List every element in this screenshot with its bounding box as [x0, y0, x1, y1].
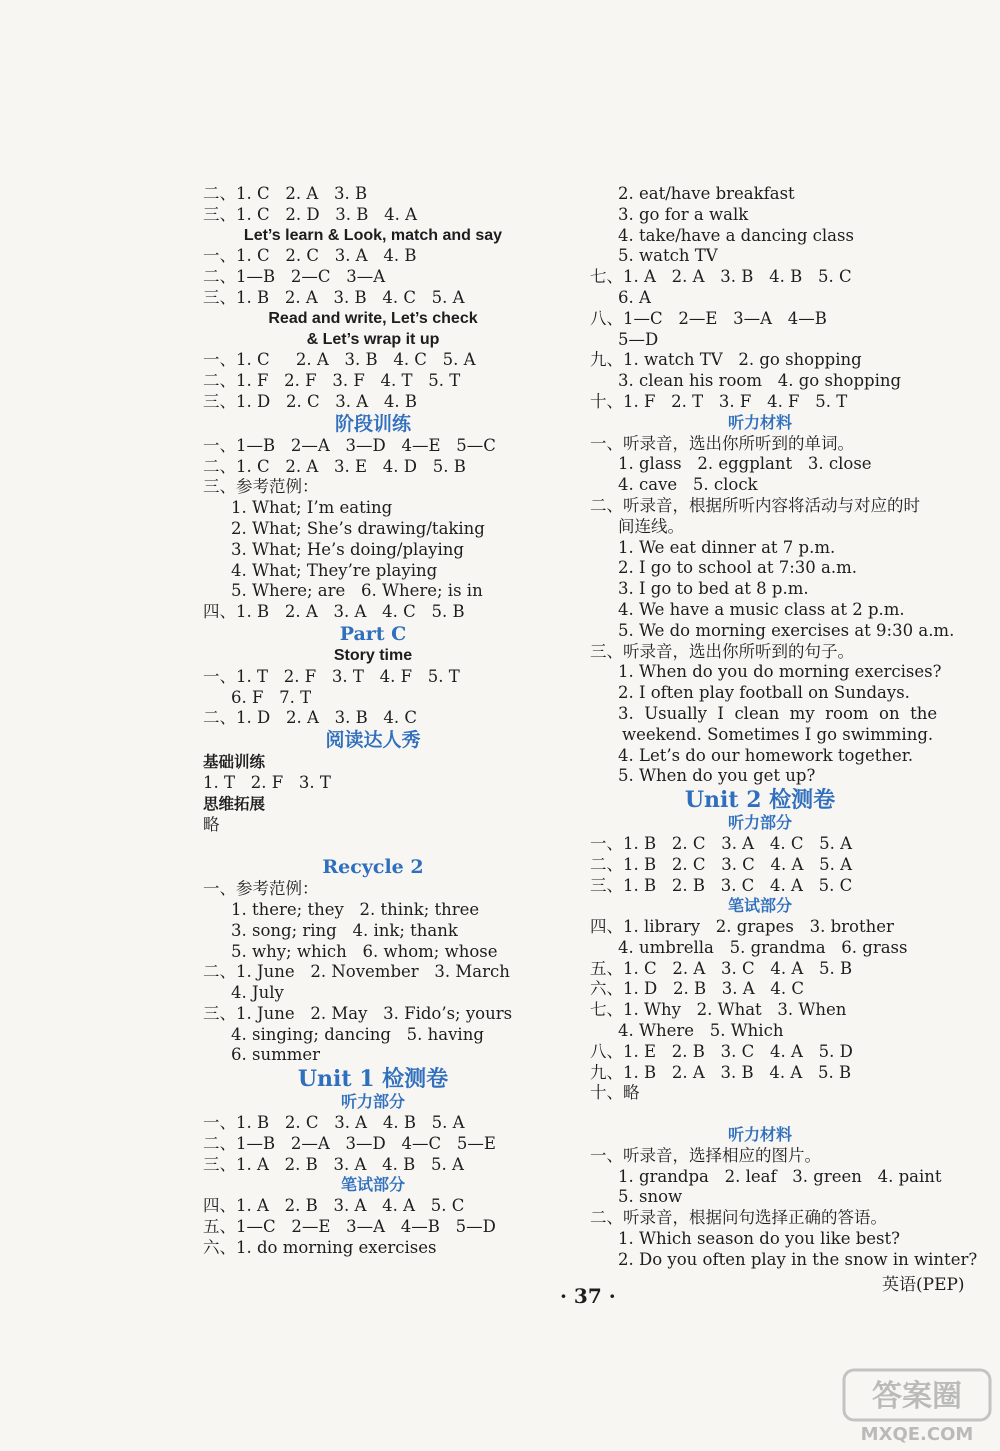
answer-line: 七、1. Why 2. What 3. When — [590, 1000, 847, 1020]
answer-line — [203, 835, 583, 856]
answer-line: 三、1. C 2. D 3. B 4. A — [203, 204, 418, 224]
part-heading: 听力部分 — [340, 1092, 405, 1112]
answer-line: 九、1. watch TV 2. go shopping — [590, 350, 862, 370]
answer-line: 5. When do you get up? — [618, 766, 816, 786]
answer-line: 4. umbrella 5. grandma 6. grass — [618, 937, 908, 957]
answer-line: 五、1. C 2. A 3. C 4. A 5. B — [590, 958, 853, 978]
section-heading: 阅读达人秀 — [325, 729, 421, 752]
answer-line: 1. T 2. F 3. T — [203, 772, 331, 792]
part-heading: 笔试部分 — [727, 896, 792, 916]
answer-line: 二、1. C 2. A 3. B — [203, 184, 368, 203]
answer-line: 二、1—B 2—C 3—A — [203, 267, 386, 287]
watermark-logo — [842, 1368, 992, 1446]
subject-label: 英语(PEP) — [882, 1275, 965, 1295]
part-heading: 笔试部分 — [340, 1175, 405, 1195]
answer-line: 3. song; ring 4. ink; thank — [231, 920, 458, 940]
answer-line: 1. Which season do you like best? — [618, 1229, 901, 1249]
answer-line: 6. F 7. T — [231, 687, 312, 707]
answer-line: 一、1. T 2. F 3. T 4. F 5. T — [203, 666, 460, 686]
answer-line: 一、1. C 2. C 3. A 4. B — [203, 246, 417, 266]
answer-line: weekend. Sometimes I go swimming. — [622, 724, 934, 744]
answer-line: 二、1. F 2. F 3. F 4. T 5. T — [203, 371, 461, 391]
watermark-text: 答案圈 — [872, 1379, 962, 1414]
answer-line: 1. glass 2. eggplant 3. close — [618, 454, 872, 474]
answer-line: 一、1. C 2. A 3. B 4. C 5. A — [203, 350, 476, 370]
answer-line: 5. Where; are 6. Where; is in — [231, 581, 483, 601]
section-subheading: & Let’s wrap it up — [306, 330, 440, 348]
answer-line: 2. I often play football on Sundays. — [618, 683, 910, 703]
answer-line: 二、听录音，根据所听内容将活动与对应的时 — [590, 495, 920, 515]
answer-line: 1. We eat dinner at 7 p.m. — [618, 537, 836, 557]
answer-line: 5. why; which 6. whom; whose — [231, 941, 498, 961]
answer-line: 八、1. E 2. B 3. C 4. A 5. D — [590, 1041, 853, 1061]
answer-line: 二、1—B 2—A 3—D 4—C 5—E — [203, 1133, 496, 1153]
answer-line: 十、略 — [590, 1083, 640, 1103]
page-number: · 37 · — [560, 1284, 616, 1308]
unit-heading: Unit 1 检测卷 — [297, 1066, 449, 1093]
answer-line: 3. I go to bed at 8 p.m. — [618, 579, 809, 599]
section-heading: Part C — [339, 622, 407, 645]
answer-line: 六、1. D 2. B 3. A 4. C — [590, 979, 805, 999]
answer-line: 2. What; She’s drawing/taking — [231, 518, 485, 538]
unit-heading: Unit 2 检测卷 — [684, 787, 836, 814]
answer-line: 3. go for a walk — [618, 204, 749, 224]
answer-line: 四、1. A 2. B 3. A 4. A 5. C — [203, 1196, 465, 1216]
part-heading: 听力材料 — [727, 1125, 792, 1145]
section-heading: Recycle 2 — [322, 856, 424, 879]
answer-line: 一、听录音，选出你所听到的单词。 — [590, 433, 854, 453]
answer-line: 三、1. B 2. B 3. C 4. A 5. C — [590, 875, 853, 895]
answer-line: 5. snow — [618, 1187, 683, 1207]
answer-line: 4. take/have a dancing class — [618, 225, 854, 245]
answer-line: 4. Let’s do our homework together. — [618, 745, 914, 765]
answer-line: 3. clean his room 4. go shopping — [618, 371, 902, 391]
answer-line: 2. I go to school at 7:30 a.m. — [618, 558, 858, 578]
answer-line: 一、1. B 2. C 3. A 4. C 5. A — [590, 833, 853, 853]
right-column — [590, 184, 978, 1271]
answer-line: 间连线。 — [618, 516, 684, 536]
answer-line: 十、1. F 2. T 3. F 4. F 5. T — [590, 391, 848, 411]
answer-line: 3. Usually I clean my room on the — [618, 703, 938, 723]
answer-line: 3. What; He’s doing/playing — [231, 539, 464, 559]
answer-line: 六、1. do morning exercises — [203, 1237, 437, 1257]
left-column — [203, 184, 583, 1259]
answer-line: 二、听录音，根据问句选择正确的答语。 — [590, 1208, 887, 1228]
answer-line: 4. July — [231, 983, 284, 1003]
answer-line: 4. We have a music class at 2 p.m. — [618, 599, 905, 619]
answer-line: 1. When do you do morning exercises? — [618, 662, 942, 682]
answer-line: 三、参考范例： — [203, 477, 319, 497]
part-heading: 听力材料 — [727, 412, 792, 432]
answer-line: 一、1. B 2. C 3. A 4. B 5. A — [203, 1113, 465, 1133]
part-heading: 听力部分 — [727, 813, 792, 833]
answer-line: 1. grandpa 2. leaf 3. green 4. paint — [618, 1166, 942, 1186]
answer-line: 二、1. June 2. November 3. March — [203, 962, 510, 982]
section-heading: 阶段训练 — [334, 412, 411, 435]
section-label: 基础训练 — [203, 753, 266, 772]
answer-line: 4. singing; dancing 5. having — [231, 1024, 484, 1044]
answer-line: 1. What; I’m eating — [231, 498, 393, 518]
answer-line: 4. Where 5. Which — [618, 1021, 784, 1041]
answer-line: 三、1. B 2. A 3. B 4. C 5. A — [203, 287, 465, 307]
answer-line: 2. eat/have breakfast — [618, 184, 795, 203]
watermark-site: MXQE.COM — [860, 1424, 974, 1445]
section-subheading: Story time — [333, 646, 413, 664]
answer-line: 1. there; they 2. think; three — [231, 899, 480, 919]
answer-line: 略 — [203, 814, 220, 834]
answer-line: 二、1. D 2. A 3. B 4. C — [203, 708, 418, 728]
answer-line: 三、1. A 2. B 3. A 4. B 5. A — [203, 1154, 464, 1174]
answer-line: 4. What; They’re playing — [231, 560, 438, 580]
answer-line: 6. summer — [231, 1045, 321, 1065]
answer-line: 5. We do morning exercises at 9:30 a.m. — [618, 620, 955, 640]
section-label: 思维拓展 — [203, 794, 266, 813]
answer-line: 三、1. D 2. C 3. A 4. B — [203, 391, 418, 411]
answer-line: 八、1—C 2—E 3—A 4—B — [590, 308, 827, 328]
answer-line: 四、1. library 2. grapes 3. brother — [590, 917, 894, 937]
answer-line: 二、1. C 2. A 3. E 4. D 5. B — [203, 456, 466, 476]
answer-line: 四、1. B 2. A 3. A 4. C 5. B — [203, 602, 465, 622]
answer-line: 一、参考范例： — [203, 879, 319, 899]
section-subheading: Let’s learn & Look, match and say — [243, 226, 503, 244]
answer-line — [590, 1104, 970, 1125]
answer-line: 三、1. June 2. May 3. Fido’s; yours — [203, 1003, 513, 1023]
answer-line: 一、听录音，选择相应的图片。 — [590, 1145, 821, 1165]
answer-line: 三、听录音，选出你所听到的句子。 — [590, 641, 854, 661]
answer-line: 七、1. A 2. A 3. B 4. B 5. C — [590, 267, 852, 287]
section-subheading: Read and write, Let’s check — [268, 309, 478, 327]
answer-line: 5—D — [618, 329, 659, 349]
answer-line: 一、1—B 2—A 3—D 4—E 5—C — [203, 435, 496, 455]
answer-line: 6. A — [618, 287, 651, 307]
answer-line: 五、1—C 2—E 3—A 4—B 5—D — [203, 1217, 496, 1237]
answer-line: 二、1. B 2. C 3. C 4. A 5. A — [590, 854, 853, 874]
answer-line: 九、1. B 2. A 3. B 4. A 5. B — [590, 1062, 852, 1082]
answer-line: 2. Do you often play in the snow in winter? — [618, 1249, 978, 1269]
answer-line: 4. cave 5. clock — [618, 475, 758, 495]
answer-line: 5. watch TV — [618, 246, 718, 266]
